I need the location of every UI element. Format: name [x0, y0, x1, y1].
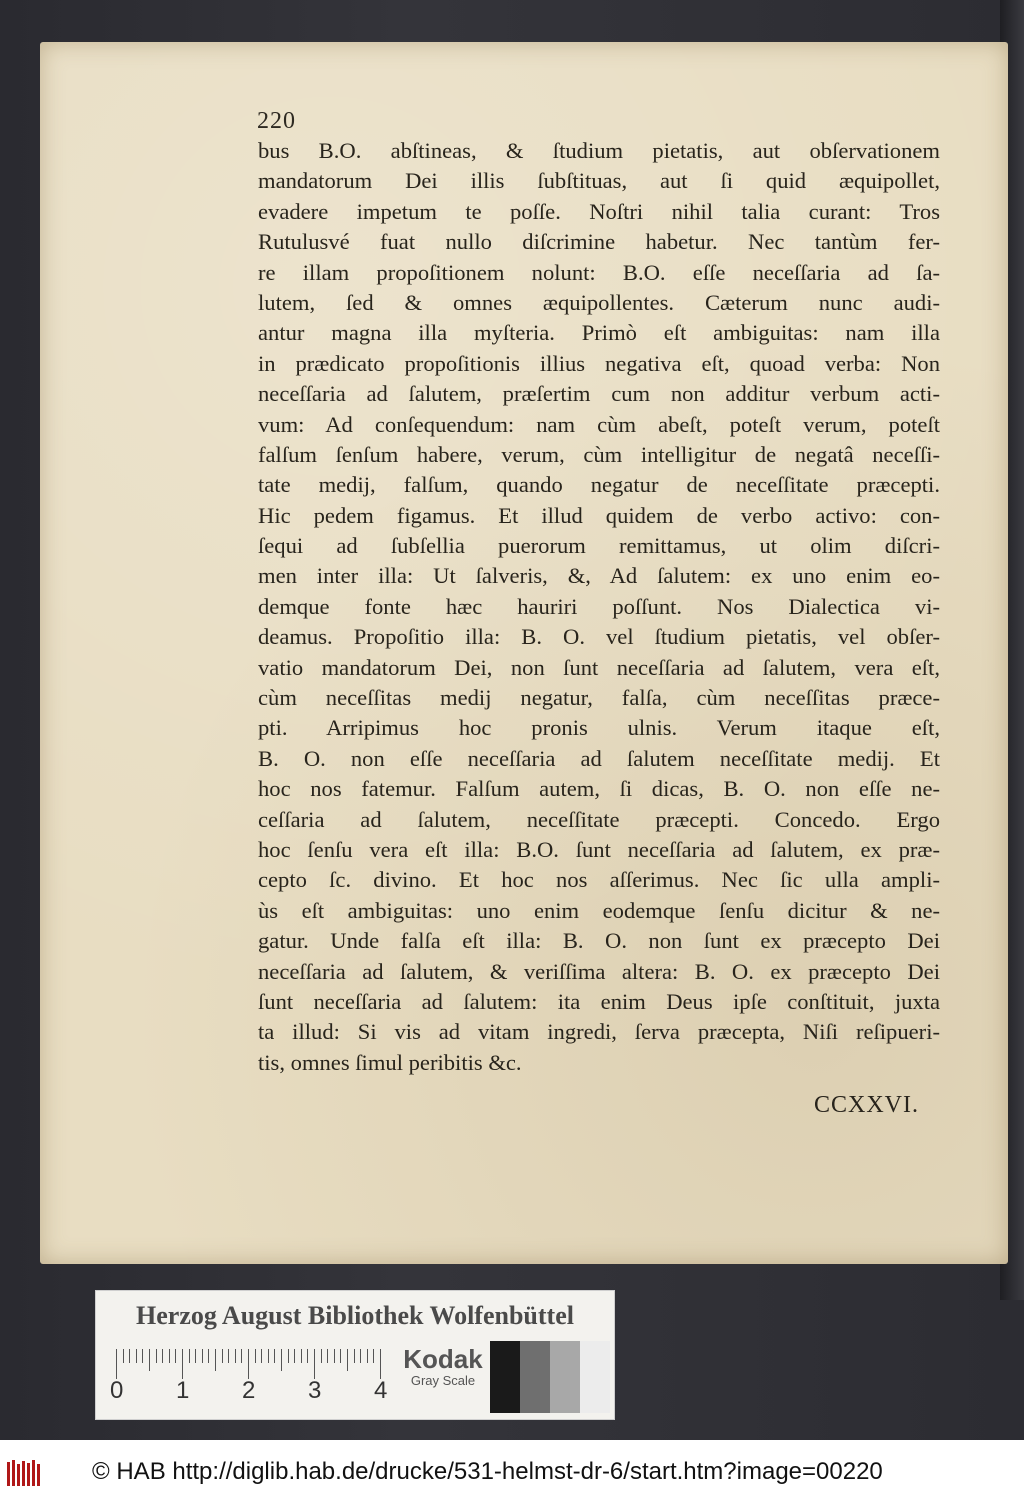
footer-credit-link[interactable]: © HAB http://diglib.hab.de/drucke/531-helmst-dr-6/start.htm?image=00220	[92, 1458, 883, 1485]
ruler-tick	[241, 1349, 242, 1363]
text-line: in prædicato propoſitionis illius negativa eſt, quoad verba: Non	[258, 350, 940, 376]
text-line: evadere impetum te poſſe. Noſtri nihil talia curant: Tros	[258, 198, 940, 224]
ruler-tick	[288, 1349, 289, 1363]
ruler-tick	[136, 1349, 137, 1363]
kodak-subtitle: Gray Scale	[410, 1373, 476, 1388]
text-line: Hic pedem figamus. Et illud quidem de verbo activo: con-	[258, 502, 940, 528]
ruler-tick	[294, 1349, 295, 1363]
page-text	[258, 136, 940, 1078]
text-line: hoc ſenſu vera eſt illa: B.O. ſunt neceſſaria ad ſalutem, ex præ-	[258, 836, 940, 862]
ruler-tick	[360, 1349, 361, 1363]
ruler-tick	[307, 1349, 308, 1363]
footer-bar	[0, 1440, 1024, 1504]
kodak-brand: Kodak	[403, 1344, 483, 1374]
text-line: men inter illa: Ut ſalveris, &, Ad ſalutem: ex uno enim eo-	[258, 563, 940, 589]
text-line: demque fonte hæc hauriri poſſunt. Nos Dialectica vi-	[258, 593, 940, 619]
ruler-tick	[215, 1349, 216, 1371]
text-line: gatur. Unde falſa eſt illa: B. O. non ſunt ex præcepto Dei	[258, 928, 940, 954]
ruler-tick	[268, 1349, 269, 1363]
ruler-tick	[208, 1349, 209, 1363]
text-line: tis, omnes ſimul peribitis &c.	[258, 1049, 522, 1075]
catchword: CCXXVI.	[814, 1092, 920, 1118]
gray-swatch	[550, 1341, 580, 1413]
ruler-numbers	[110, 1377, 430, 1407]
text-line: lutem, ſed & omnes æquipollentes. Cæterum nunc audi-	[258, 289, 940, 315]
ruler-tick	[248, 1349, 249, 1379]
ruler-tick	[327, 1349, 328, 1363]
ruler-tick	[301, 1349, 302, 1363]
page-number: 220	[257, 108, 296, 134]
ruler-number: 2	[242, 1377, 256, 1404]
ruler-tick	[274, 1349, 275, 1363]
text-line: falſum ſenſum habere, verum, cùm intelligitur de negatâ neceſſi-	[258, 441, 940, 467]
hab-logo-icon	[6, 1458, 46, 1488]
text-line: ta illud: Si vis ad vitam ingredi, ſerva præcepta, Niſi reſipueri-	[258, 1019, 940, 1045]
ruler-tick	[169, 1349, 170, 1363]
text-line: tate medij, falſum, quando negatur de neceſſitate præcepti.	[258, 472, 940, 498]
ruler-number: 1	[176, 1377, 190, 1404]
ruler-tick	[321, 1349, 322, 1363]
text-line: Rutulusvé fuat nullo diſcrimine habetur. Nec tantùm fer-	[258, 229, 940, 255]
color-scale-card	[95, 1290, 615, 1420]
ruler-number: 3	[308, 1377, 322, 1404]
kodak-logo	[398, 1344, 488, 1388]
ruler-tick	[373, 1349, 374, 1363]
ruler-tick	[175, 1349, 176, 1363]
text-line: pti. Arripimus hoc pronis ulnis. Verum itaque eſt,	[258, 715, 940, 741]
gray-swatches	[490, 1341, 610, 1413]
ruler-tick	[314, 1349, 315, 1379]
ruler-tick	[182, 1349, 183, 1379]
gray-swatch	[490, 1341, 520, 1413]
text-line: antur magna illa myſteria. Primò eſt ambiguitas: nam illa	[258, 320, 940, 346]
ruler-tick	[149, 1349, 150, 1371]
text-line: ſequi ad ſubſellia puerorum remittamus, ut olim diſcri-	[258, 533, 940, 559]
gray-swatch	[580, 1341, 610, 1413]
ruler-tick	[281, 1349, 282, 1371]
ruler-tick	[116, 1349, 117, 1379]
text-line: vatio mandatorum Dei, non ſunt neceſſaria ad ſalutem, vera eſt,	[258, 654, 940, 680]
ruler-number: 0	[110, 1377, 124, 1404]
library-name: Herzog August Bibliothek Wolfenbüttel	[136, 1301, 574, 1330]
ruler-tick	[334, 1349, 335, 1363]
ruler-tick	[195, 1349, 196, 1363]
ruler-tick	[340, 1349, 341, 1363]
ruler-tick	[228, 1349, 229, 1363]
ruler-tick	[162, 1349, 163, 1363]
text-line: vum: Ad conſequendum: nam cùm abeſt, poteſt verum, poteſt	[258, 411, 940, 437]
ruler-tick	[222, 1349, 223, 1363]
ruler-tick	[380, 1349, 381, 1379]
ruler-tick	[347, 1349, 348, 1371]
text-line: cepto ſc. divino. Et hoc nos aſſerimus. Nec ſic ulla ampli-	[258, 867, 940, 893]
ruler-tick	[129, 1349, 130, 1363]
gray-swatch	[520, 1341, 550, 1413]
text-line: neceſſaria ad ſalutem, & veriſſima altera: B. O. ex præcepto Dei	[258, 958, 940, 984]
text-line: mandatorum Dei illis ſubſtituas, aut ſi quid æquipollet,	[258, 168, 940, 194]
ruler-tick	[189, 1349, 190, 1363]
ruler-tick	[123, 1349, 124, 1363]
ruler-tick	[255, 1349, 256, 1363]
ruler-tick	[156, 1349, 157, 1363]
text-line: hoc nos fatemur. Falſum autem, ſi dicas, B. O. non eſſe ne-	[258, 776, 940, 802]
text-line: ceſſaria ad ſalutem, neceſſitate præcepti. Concedo. Ergo	[258, 806, 940, 832]
ruler-tick	[367, 1349, 368, 1363]
text-line: re illam propoſitionem nolunt: B.O. eſſe neceſſaria ad ſa-	[258, 259, 940, 285]
ruler-tick	[202, 1349, 203, 1363]
text-line: B. O. non eſſe neceſſaria ad ſalutem neceſſitate medij. Et	[258, 745, 940, 771]
text-line: deamus. Propoſitio illa: B. O. vel ſtudium pietatis, vel obſer-	[258, 624, 940, 650]
ruler-tick	[235, 1349, 236, 1363]
text-line: ſunt neceſſaria ad ſalutem: ita enim Deus ipſe conſtituit, juxta	[258, 988, 940, 1014]
ruler-tick	[261, 1349, 262, 1363]
ruler-number: 4	[374, 1377, 388, 1404]
ruler-tick	[354, 1349, 355, 1363]
text-line: cùm neceſſitas medij negatur, falſa, cùm neceſſitas præce-	[258, 685, 940, 711]
text-line: ùs eſt ambiguitas: uno enim eodemque ſenſu dicitur & ne-	[258, 897, 940, 923]
ruler-tick	[142, 1349, 143, 1363]
text-line: neceſſaria ad ſalutem, præſertim cum non additur verbum acti-	[258, 381, 940, 407]
text-line: bus B.O. abſtineas, & ſtudium pietatis, aut obſervationem	[258, 138, 940, 163]
